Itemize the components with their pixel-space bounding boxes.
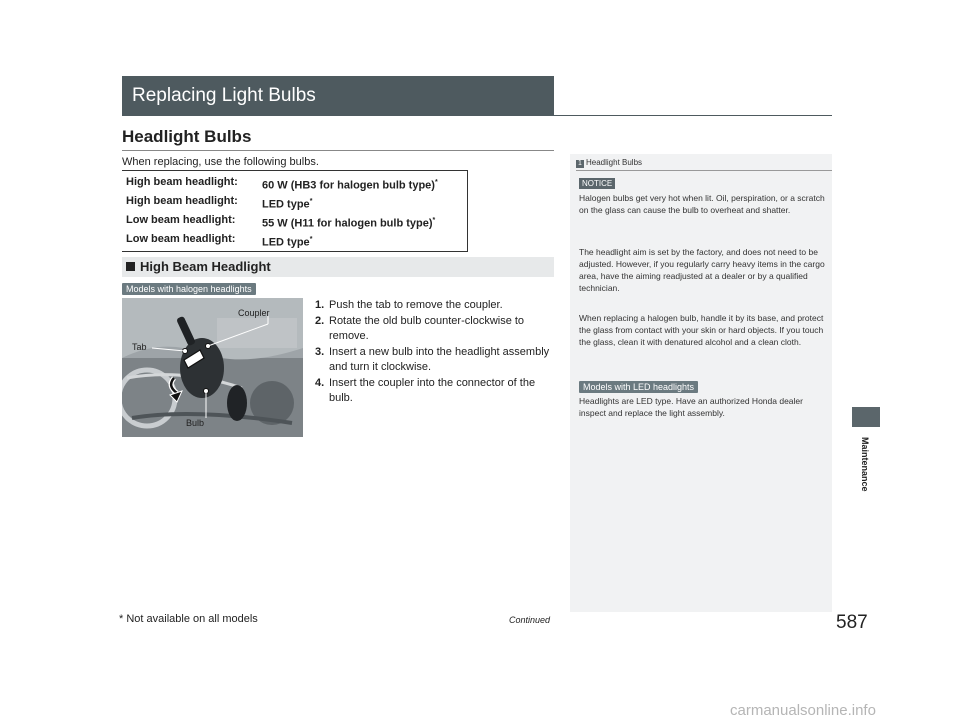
model-tag-halogen: Models with halogen headlights (122, 283, 256, 295)
step-number: 3. (315, 346, 325, 358)
coupler-label: Coupler (238, 308, 270, 318)
spec-label: High beam headlight: (126, 195, 238, 207)
reference-mark-icon: 1 (576, 160, 584, 168)
model-tag-led: Models with LED headlights (579, 381, 698, 393)
spec-row (126, 173, 467, 192)
step-item (315, 345, 555, 375)
spec-value: LED type* (262, 236, 313, 249)
spec-label: Low beam headlight: (126, 233, 236, 245)
spec-row (126, 211, 467, 230)
engine-bay-illustration (122, 298, 303, 437)
title-rule (122, 115, 832, 116)
step-item (315, 376, 555, 406)
step-number: 4. (315, 377, 325, 389)
page-number: 587 (836, 612, 868, 633)
sidebar-paragraph: When replacing a halogen bulb, handle it by its base, and protect the glass from contact with your skin or hard objects. If you touch the glass, clean it with denatured alcohol and a clean cloth. (579, 313, 824, 347)
sidebar-notes (570, 154, 832, 612)
spec-label: Low beam headlight: (126, 214, 236, 226)
sidebar-rule (576, 170, 832, 171)
step-text: Insert a new bulb into the headlight assembly and turn it clockwise. (329, 346, 550, 373)
procedure-steps (315, 298, 555, 407)
sidebar-heading: 1 Headlight Bulbs (576, 158, 642, 168)
step-text: Push the tab to remove the coupler. (329, 299, 503, 311)
step-item (315, 298, 555, 313)
square-bullet-icon (126, 262, 135, 271)
spec-row (126, 230, 467, 249)
section-rule (122, 150, 554, 151)
sidebar-paragraph: The headlight aim is set by the factory, and does not need to be adjusted. However, if you regularly carry heavy items in the cargo area, have the aiming readjusted at a dealer or by a qualified technician. (579, 247, 825, 293)
spec-value: 55 W (H11 for halogen bulb type)* (262, 217, 436, 230)
watermark: carmanualsonline.info (730, 702, 876, 719)
sidebar-paragraph: Headlights are LED type. Have an authorized Honda dealer inspect and replace the light assembly. (579, 396, 803, 418)
intro-text: When replacing, use the following bulbs. (122, 156, 319, 168)
sidebar-paragraph: Halogen bulbs get very hot when lit. Oil, perspiration, or a scratch on the glass can cause the bulb to overheat and shatter. (579, 193, 825, 215)
tab-label: Tab (132, 342, 147, 352)
step-number: 1. (315, 299, 325, 311)
section-heading: Headlight Bulbs (122, 127, 252, 146)
spec-value: 60 W (HB3 for halogen bulb type)* (262, 179, 438, 192)
headlight-photo (122, 298, 303, 437)
spec-row (126, 192, 467, 211)
page-title: Replacing Light Bulbs (122, 76, 554, 116)
subsection-heading (122, 257, 554, 277)
chapter-tab-marker (852, 407, 880, 427)
step-number: 2. (315, 315, 325, 327)
bulb-spec-table (122, 170, 468, 252)
chapter-tab-label: Maintenance (860, 437, 870, 492)
subsection-title: High Beam Headlight (140, 259, 271, 274)
continued-note: Continued (509, 615, 551, 625)
step-text: Rotate the old bulb counter-clockwise to remove. (329, 315, 525, 342)
footnote: * Not available on all models (119, 613, 258, 625)
notice-badge: NOTICE (579, 178, 615, 189)
spec-label: High beam headlight: (126, 176, 238, 188)
spec-value: LED type* (262, 198, 313, 211)
bulb-label: Bulb (186, 418, 205, 428)
step-item (315, 314, 555, 344)
step-text: Insert the coupler into the connector of the bulb. (329, 377, 536, 404)
